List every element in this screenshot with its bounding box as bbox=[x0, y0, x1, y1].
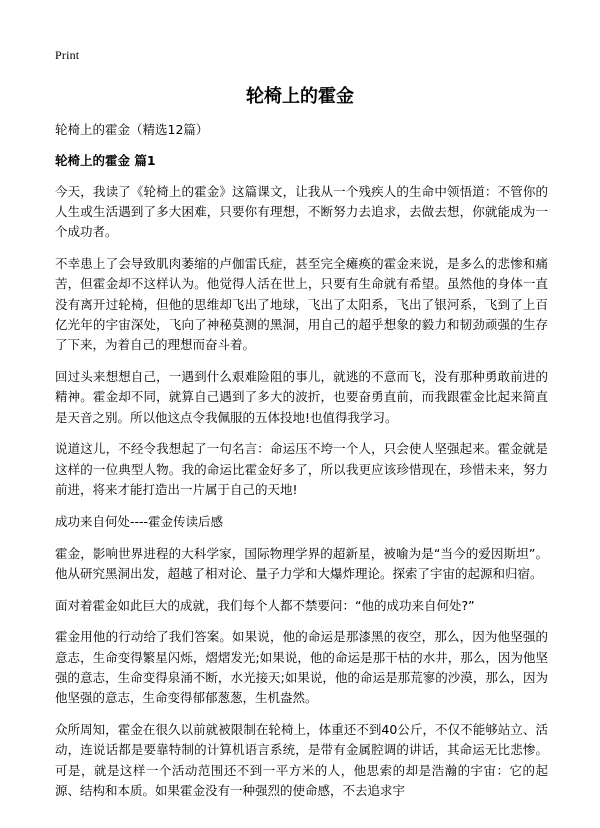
document-body bbox=[55, 120, 548, 813]
section-heading: 轮椅上的霍金 篇1 bbox=[55, 153, 156, 169]
paragraph-4: 说道这儿，不经令我想起了一句名言：命运压不垮一个人，只会使人坚强起来。霍金就是这样的一位典型人物。我的命运比霍金好多了，所以我更应该珍惜现在，珍惜未来，努力前进，将来才能打造出一片属于自己的天地! bbox=[55, 441, 548, 497]
paragraph-7: 面对着霍金如此巨大的成就，我们每个人都不禁要问：“他的成功来自何处?” bbox=[55, 597, 475, 613]
paragraph-5: 成功来自何处----霍金传读后感 bbox=[55, 513, 224, 529]
document-title: 轮椅上的霍金 bbox=[246, 86, 354, 107]
paragraph-2: 不幸患上了会导致肌肉萎缩的卢伽雷氏症，甚至完全瘫痪的霍金来说，是多么的悲惨和痛苦，但霍金却不这样认为。他觉得人活在世上，只要有生命就有希望。虽然他的身体一直没有离开过轮椅，但他的思维却飞出了地球，飞出了太阳系，飞出了银河系，飞到了上百亿光年的宇宙深处，飞向了神秘莫测的黑洞，用自己的超乎想象的毅力和韧劲顽强的生存了下来，为着自己的理想而奋斗着。 bbox=[55, 255, 548, 353]
paragraph-1: 今天，我读了《轮椅上的霍金》这篇课文，让我从一个残疾人的生命中领悟道：不管你的人生或生活遇到了多大困难，只要你有理想，不断努力去追求，去做去想，你就能成为一个成功者。 bbox=[55, 183, 548, 240]
document-subtitle: 轮椅上的霍金（精选12篇） bbox=[55, 122, 209, 137]
paragraph-3: 回过头来想想自己，一遇到什么艰难险阻的事儿，就逃的不意而飞，没有那种勇敢前进的精神。霍金却不同，就算自己遇到了多大的波折，也要奋勇直前，而我跟霍金比起来简直是天音之别。所以他这点令我佩服的五体投地!也值得我学习。 bbox=[55, 368, 548, 425]
paragraph-6: 霍金，影响世界进程的大科学家，国际物理学界的超新星，被喻为是“当今的爱因斯坦”。他从研究黑洞出发，超越了相对论、量子力学和大爆炸理论。探索了宇宙的起源和归宿。 bbox=[55, 545, 548, 581]
print-label: Print bbox=[55, 48, 80, 62]
paragraph-9: 众所周知，霍金在很久以前就被限制在轮椅上，体重还不到40公斤，不仅不能够站立、活动，连说话都是要靠特制的计算机语言系统，是带有金属腔调的讲话，其命运无比悲惨。可是，就是这样一个活动范围还不到一平方米的人，他思索的却是浩瀚的宇宙：它的起源、结构和本质。如果霍金没有一种强烈的使命感，不去追求宇 bbox=[55, 722, 548, 799]
paragraph-8: 霍金用他的行动给了我们答案。如果说，他的命运是那漆黑的夜空，那么，因为他坚强的意志，生命变得繁星闪烁，熠熠发光;如果说，他的命运是那干枯的水井，那么，因为他坚强的意志，生命变得泉涌不断，水光接天;如果说，他的命运是那荒寥的沙漠，那么，因为他坚强的意志，生命变得郁郁葱葱，生机盎然。 bbox=[55, 629, 548, 706]
